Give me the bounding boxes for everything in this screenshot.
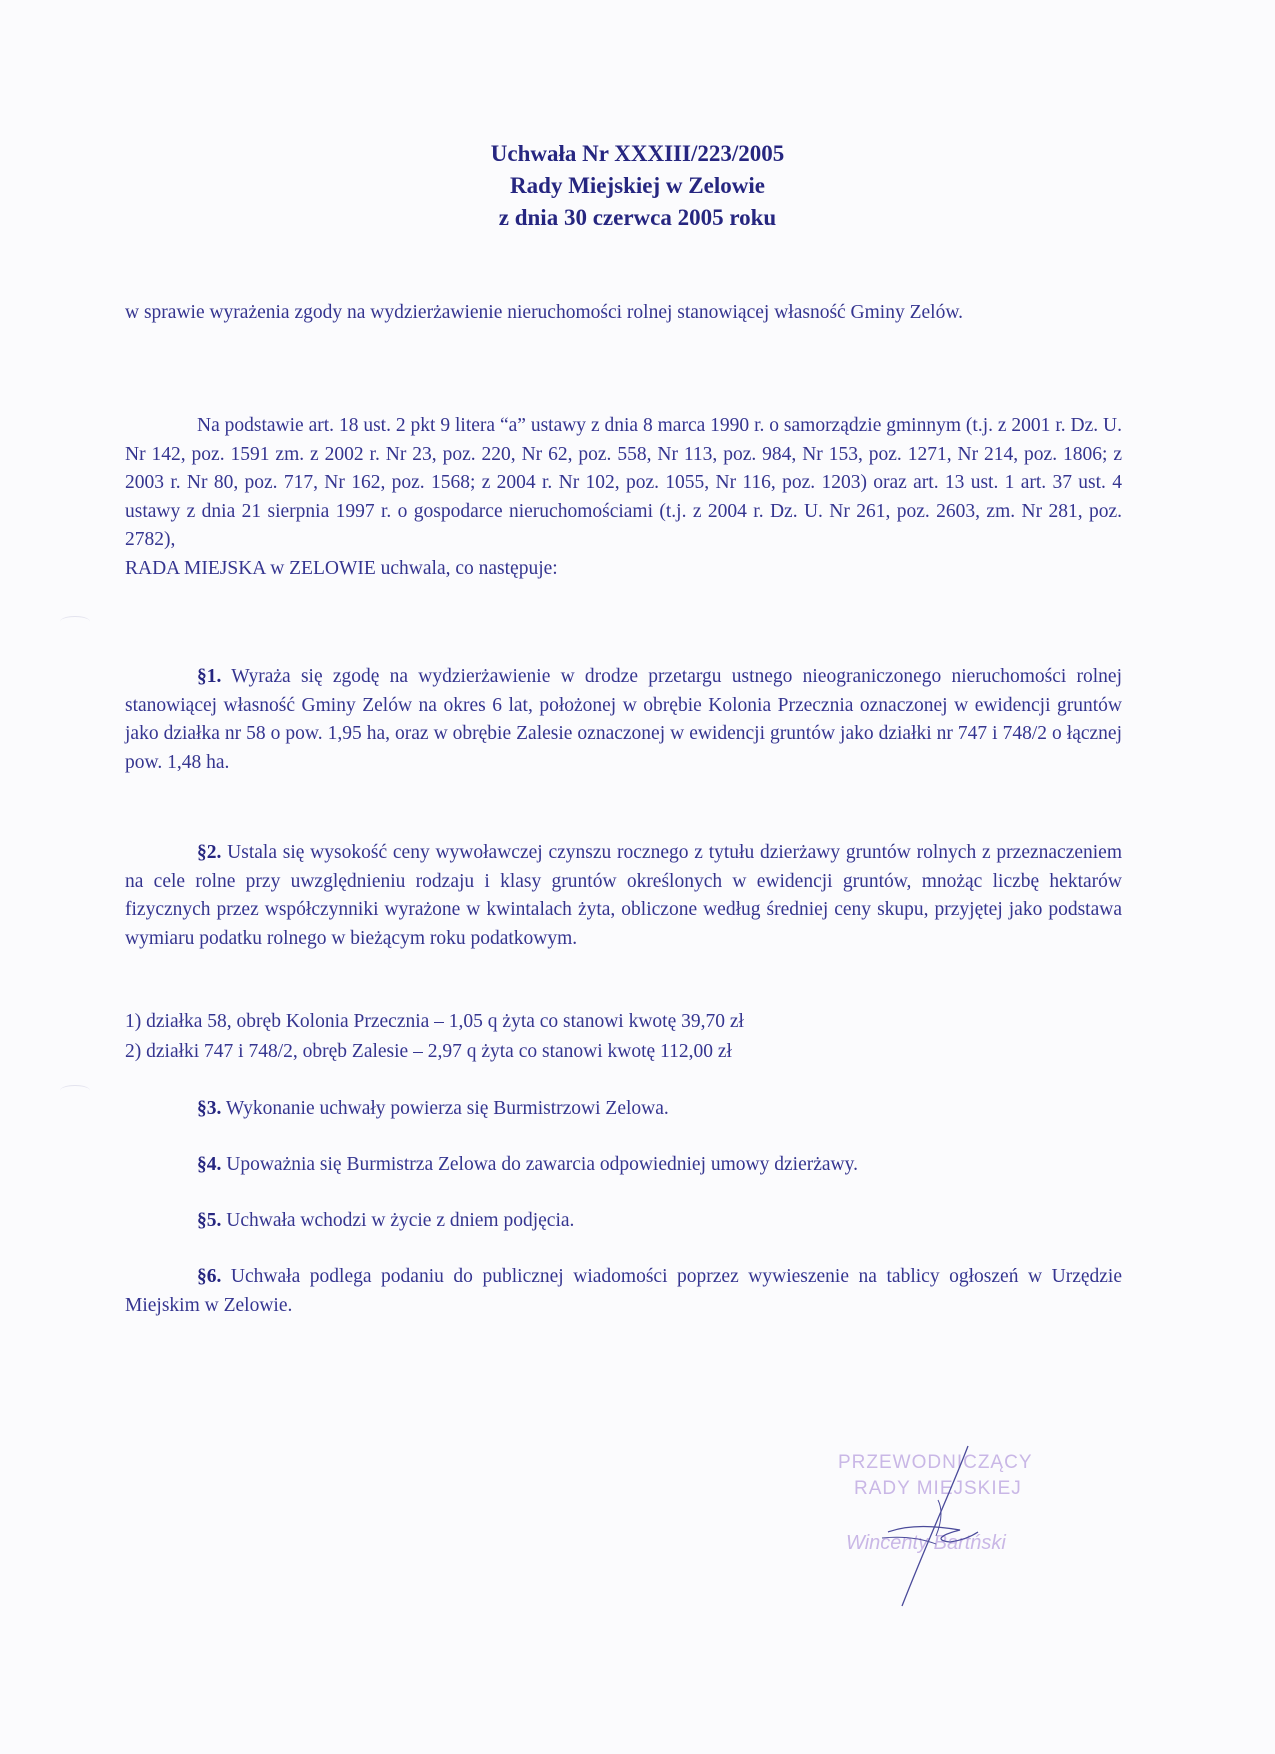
scan-artifact <box>60 1085 90 1096</box>
stamp-council: RADY MIEJSKIEJ <box>854 1478 1022 1499</box>
list-item: 1) działka 58, obręb Kolonia Przecznia – 1,05 q żyta co stanowi kwotę 39,70 zł <box>125 1011 744 1032</box>
legal-basis <box>125 412 1122 583</box>
section-4-label: §4. <box>197 1154 222 1175</box>
section-5-label: §5. <box>197 1210 222 1231</box>
rent-list <box>125 1007 1122 1067</box>
resolution-date: z dnia 30 czerwca 2005 roku <box>498 205 777 230</box>
section-5-text: Uchwała wchodzi w życie z dniem podjęcia. <box>221 1210 575 1231</box>
list-item: 2) działki 747 i 748/2, obręb Zalesie – 2,97 q żyta co stanowi kwotę 112,00 zł <box>125 1041 732 1062</box>
section-3-label: §3. <box>197 1098 222 1119</box>
section-6-label: §6. <box>197 1266 222 1287</box>
section-2 <box>125 839 1122 953</box>
section-6 <box>125 1263 1122 1320</box>
section-6-text: Uchwała podlega podaniu do publicznej wiadomości poprzez wywieszenie na tablicy ogłoszeń w Urzędzie Miejskim w Zelowie. <box>125 1266 1122 1316</box>
scan-artifact <box>60 616 90 627</box>
section-1-text: Wyraża się zgodę na wydzierżawienie w drodze przetargu ustnego nieograniczonego nieruchomości rolnej stanowiącej własność Gminy Zelów na okres 6 lat, położonej w obrębie Kolonia Przecznia oznaczonej w ewidencji gruntów jako działka nr 58 o pow. 1,95 ha, oraz w obrębie Zalesie oznaczonej w ewidencji gruntów jako działki nr 747 i 748/2 o łącznej pow. 1,48 ha. <box>125 666 1122 773</box>
handwritten-signature <box>840 1440 1070 1620</box>
section-2-text: Ustala się wysokość ceny wywoławczej czynszu rocznego z tytułu dzierżawy gruntów rolnych z przeznaczeniem na cele rolne przy uwzględnieniu rodzaju i klasy gruntów określonych w ewidencji gruntów, mnożąc liczbę hektarów fizycznych przez współczynniki wyrażone w kwintalach żyta, obliczone według średniej ceny skupu, przyjętej jako podstawa wymiaru podatku rolnego w bieżącym roku podatkowym. <box>125 842 1122 949</box>
council-resolves: RADA MIEJSKA w ZELOWIE uchwala, co następuje: <box>125 557 558 579</box>
stamp-name: Wincenty Bartński <box>846 1532 1006 1554</box>
section-4-text: Upoważnia się Burmistrza Zelowa do zawarcia odpowiedniej umowy dzierżawy. <box>221 1154 858 1175</box>
section-3 <box>125 1095 1122 1124</box>
section-1 <box>125 663 1122 777</box>
stamp-title: PRZEWODNICZĄCY <box>838 1452 1033 1473</box>
council-name: Rady Miejskiej w Zelowie <box>510 173 765 198</box>
section-3-text: Wykonanie uchwały powierza się Burmistrzowi Zelowa. <box>221 1098 669 1119</box>
legal-basis-text: Na podstawie art. 18 ust. 2 pkt 9 litera “a” ustawy z dnia 8 marca 1990 r. o samorządzie gminnym (t.j. z 2001 r. Dz. U. Nr 142, poz. 1591 zm. z 2002 r. Nr 23, poz. 220, Nr 62, poz. 558, Nr 113, poz. 984, Nr 153, poz. 1271, Nr 214, poz. 1806; z 2003 r. Nr 80, poz. 717, Nr 162, poz. 1568; z 2004 r. Nr 102, poz. 1055, Nr 116, poz. 1203) oraz art. 13 ust. 1 art. 37 ust. 4 ustawy z dnia 21 sierpnia 1997 r. o gospodarce nieruchomościami (t.j. z 2004 r. Dz. U. Nr 261, poz. 2603, zm. Nr 281, poz. 2782), <box>125 415 1122 550</box>
resolution-number: Uchwała Nr XXXIII/223/2005 <box>490 141 785 166</box>
section-4 <box>125 1151 1122 1180</box>
section-2-label: §2. <box>197 842 222 863</box>
section-5 <box>125 1207 1122 1236</box>
resolution-subject: w sprawie wyrażenia zgody na wydzierżawienie nieruchomości rolnej stanowiącej własność Gminy Zelów. <box>125 302 964 323</box>
resolution-title <box>0 138 1275 234</box>
section-1-label: §1. <box>197 666 222 687</box>
